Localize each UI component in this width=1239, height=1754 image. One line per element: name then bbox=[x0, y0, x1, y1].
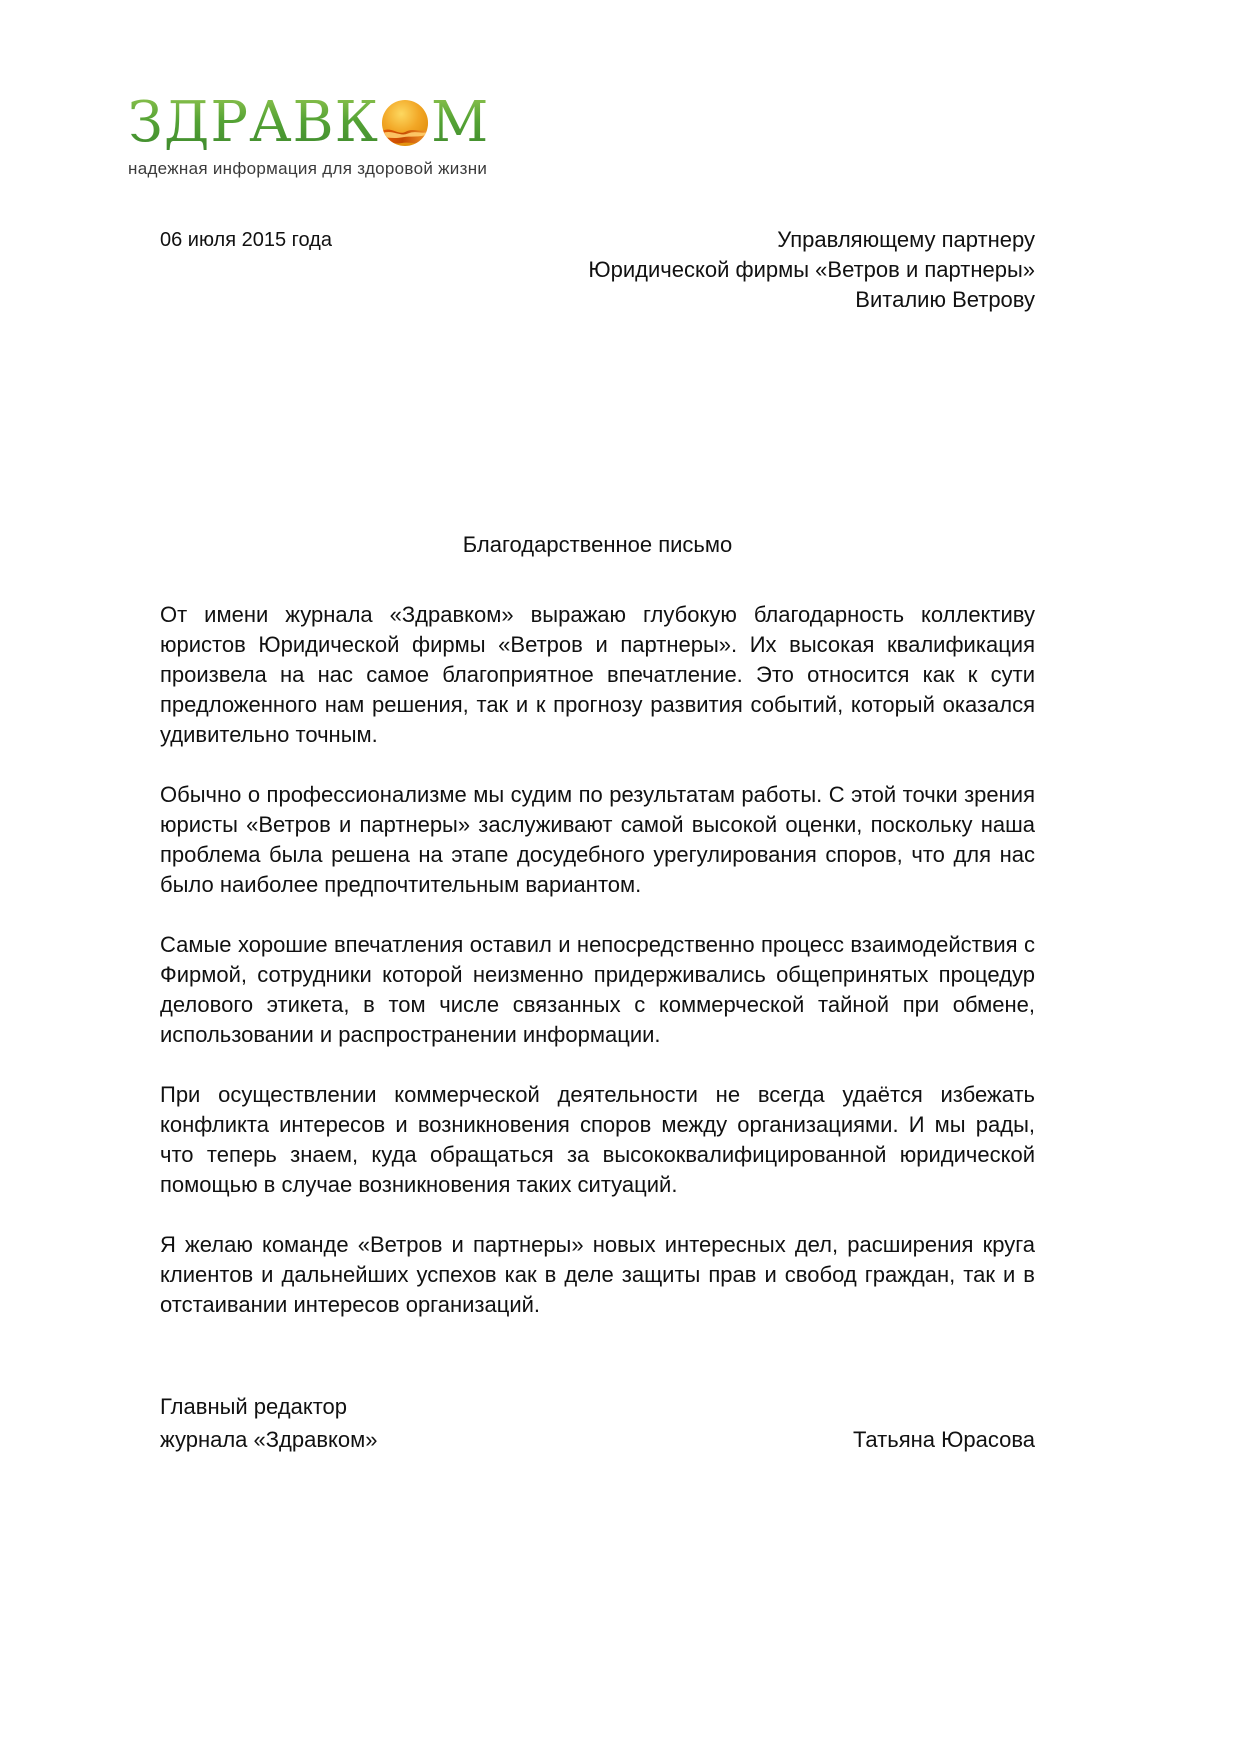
letter-date: 06 июля 2015 года bbox=[160, 229, 332, 251]
signature-block bbox=[160, 1390, 1035, 1456]
signature-role-line1: Главный редактор bbox=[160, 1394, 348, 1419]
logo-wordmark-right: М bbox=[431, 90, 490, 155]
paragraph-conflicts: При осуществлении коммерческой деятельности не всегда удаётся избежать конфликта интересов и возникновения споров между организациями. И мы рады, что теперь знаем, куда обращаться за высококвалифицированной юридической помощью в случае возникновения таких ситуаций. bbox=[160, 1082, 1035, 1197]
letterhead bbox=[0, 0, 1239, 179]
signature-name: Татьяна Юрасова bbox=[852, 1427, 1035, 1452]
paragraph-impressions: Самые хорошие впечатления оставил и непосредственно процесс взаимодействия с Фирмой, сотрудники которой неизменно придерживались общепринятых процедур делового этикета, в том числе связанных с коммерческой тайной при обмене, использовании и распространении информации. bbox=[160, 932, 1035, 1047]
logo-wordmark-left: ЗДРАВК bbox=[128, 90, 379, 155]
recipient-block bbox=[588, 225, 1035, 315]
sun-icon bbox=[381, 99, 429, 147]
zdravkom-logo bbox=[128, 90, 1239, 179]
paragraph-wishes: Я желаю команде «Ветров и партнеры» новых интересных дел, расширения круга клиентов и дальнейших успехов как в деле защиты прав и свобод граждан, так и в отстаивании интересов организаций. bbox=[160, 1232, 1035, 1317]
signature-row bbox=[160, 1423, 1035, 1456]
paragraph-gratitude: От имени журнала «Здравком» выражаю глубокую благодарность коллективу юристов Юридической фирмы «Ветров и партнеры». Их высокая квалификация произвела на нас самое благоприятное впечатление. Это относится как к сути предложенного нам решения, так и к прогнозу развития событий, который оказался удивительно точным. bbox=[160, 602, 1035, 747]
logo-tagline: надежная информация для здоровой жизни bbox=[128, 159, 488, 178]
letter-title: Благодарственное письмо bbox=[462, 532, 733, 557]
logo-wordmark bbox=[128, 90, 1239, 155]
meta-row bbox=[160, 225, 1035, 315]
paragraph-professionalism: Обычно о профессионализме мы судим по результатам работы. С этой точки зрения юристы «Ветров и партнеры» заслуживают самой высокой оценки, поскольку наша проблема была решена на этапе досудебного урегулирования споров, что для нас было наиболее предпочтительным вариантом. bbox=[160, 782, 1035, 897]
recipient-line-name: Виталию Ветрову bbox=[855, 287, 1035, 312]
recipient-line-role: Управляющему партнеру bbox=[777, 227, 1035, 252]
recipient-line-firm: Юридической фирмы «Ветров и партнеры» bbox=[588, 257, 1035, 282]
letter-body bbox=[160, 225, 1035, 1456]
signature-role-line2: журнала «Здравком» bbox=[160, 1427, 378, 1452]
